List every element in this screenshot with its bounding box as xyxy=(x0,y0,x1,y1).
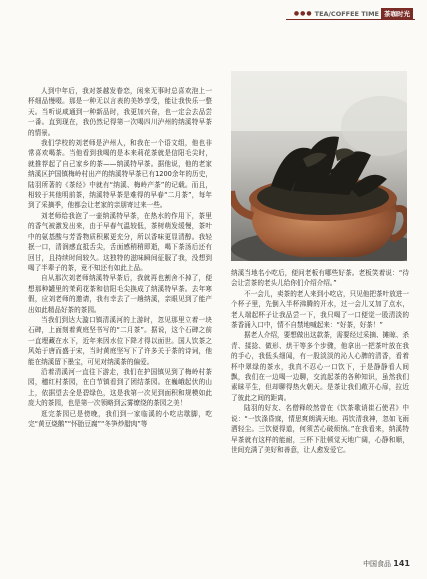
paragraph: 当我们到达大漩口镇清溪河的上游时，忽见那里立着一块石碑，上面刻着黄庭坚书写的“二月茶”。据说，这个石碑之前一直埋藏在水下，近年来因水位下降才得以面世。国人饮茶之风始于唐而盛于宋，当时黄庭坚写下了许多关于茶的诗词，他能在纳溪留下墨宝，可见对纳溪茶的偏爱。 xyxy=(28,315,212,366)
paragraph: 陆羽的好友、名僧释皎然曾在《饮茶歌诮崔石使君》中说：“一饮涤昏寐，情思爽朗满天地。再饮清我神，忽如飞雨洒轻尘。三饮便得道，何须苦心破烦恼。”在我看来，纳溪特早茶就有这样的能耐，三杯下肚顿觉天地广阔，心静和顺，世间充满了美好和善意，让人愈发爱它。 xyxy=(231,404,409,454)
teapot-tea-leaves-illustration xyxy=(231,71,407,261)
paragraph: 逛完茶园已是傍晚，我们到一家临溪的小吃店歇脚，吃完“黄豆烧鹅”“怀胎豆腐”“冬笋炒腊肉”等 xyxy=(28,409,212,428)
magazine-name: 中国食品 xyxy=(363,560,392,568)
right-column xyxy=(231,268,409,455)
paragraph: 我们学校的刘老师是泸州人，和我在一个语文组，他也非常喜欢喝茶。当他看到我喝的是本来莉花茶就是信阳毛尖时，就推荐起了自己家乡的茶——纳溪特早茶。据他说，他的老家纳溪区护国镇梅岭村出产的纳溪特早茶已有1200余年的历史，陆羽所著的《茶经》中就有“纳溪、梅岭产茶”的记载。而且，相较于其他明前茶，纳溪特早茶是难得的早春“二月茶”，每年到了采摘季，他都会让老家的亲朋寄过来一些。 xyxy=(28,139,212,210)
tea-photo xyxy=(231,71,407,261)
paragraph: 人到中年后，我对茶越发眷恋，闲来无事时总喜欢泡上一杯细品慢啜。那是一种无以言表的美妙享受，能让我快乐一整天。当听说咸通到一种新品时，我更加兴奋，也一定会去品尝一番。直到现在，我仍然记得第一次喝四川泸州的纳溪特早茶的情景。 xyxy=(28,87,212,137)
page-number: 141 xyxy=(393,559,410,568)
header-rule xyxy=(286,19,415,20)
paragraph: 刘老师给我泡了一壶纳溪特早茶，在热水的作用下，茶里的香气被激发出来，由于早春气温较低，茶树萌发缓慢，茶叶中的氨基酸与芳香物质积累更充分，所以香味更显清醇。我轻抿一口，清润感直抵舌尖，舌面感稍稍即逝，喝下茶汤后还有回甘，且持续时间较久。这独特的滋味瞬间征服了我，没想到喝了半辈子的茶，竟不知还有如此上品。 xyxy=(28,211,212,272)
page-footer xyxy=(363,559,410,569)
paragraph: 据老人介绍，要想做出这款茶，需要经过采摘、摊晾、杀青、揉捻、做形、烘干等多个步骤，他拿出一把茶叶放在我的手心，我低头细闻，有一股淡淡的沁人心脾的清香，看着杯中翠绿的茶水，我真不忍心一口饮下，于是静静看人间飘，我们在一边喝一边聊，交流起茶的各种知识，虽然我们素昧平生，但却聊得热火朝天。是茶让我们敞开心扉，拉近了彼此之间的距离。 xyxy=(231,331,409,402)
left-column xyxy=(28,86,212,429)
paragraph: 不一会儿，卖茶的老人来到小吃店，只见他把茶叶放进一个杯子里，先倒入半杯沸腾的开水，过一会儿又加了点水，老人端起杯子让我品尝一下，我只喝了一口便觉一股清淡的茶香涌入口中，情不自禁地喊起来：“好茶，好茶！” xyxy=(231,289,409,330)
section-title: TEA/COFFEE TIME xyxy=(314,9,379,18)
paragraph: 纳溪当地名小吃后，便问老板有哪些好茶。老板笑着说：“待会让尝茶的老头儿给你们介绍介绍。” xyxy=(231,269,409,288)
header-dots: ●●● xyxy=(293,10,313,17)
paragraph: 自从那次刘老师纳溪特早茶后，我就再也割舍不掉了，便想那种罐里的茉莉花茶和信阳毛尖换成了纳溪特早茶。去年寒假，应刘老师的邀请，我有幸去了一趟纳溪，亲眼见到了能产出如此精品好茶的茶园。 xyxy=(28,274,212,314)
section-tag: 茶咖时光 xyxy=(381,8,413,19)
page-header xyxy=(294,8,413,19)
paragraph: 沿着清溪河一直往下游走，我们在护国镇见到了梅岭村茶园，穗红村茶园，在白节镇看到了团结茶园。在巍峨起伏的山上，依据望去全是碧绿色，这是我第一次见到面积和规模如此庞大的茶园，也是第一次领略到云雾缭绕的茶园之美！ xyxy=(28,367,212,408)
